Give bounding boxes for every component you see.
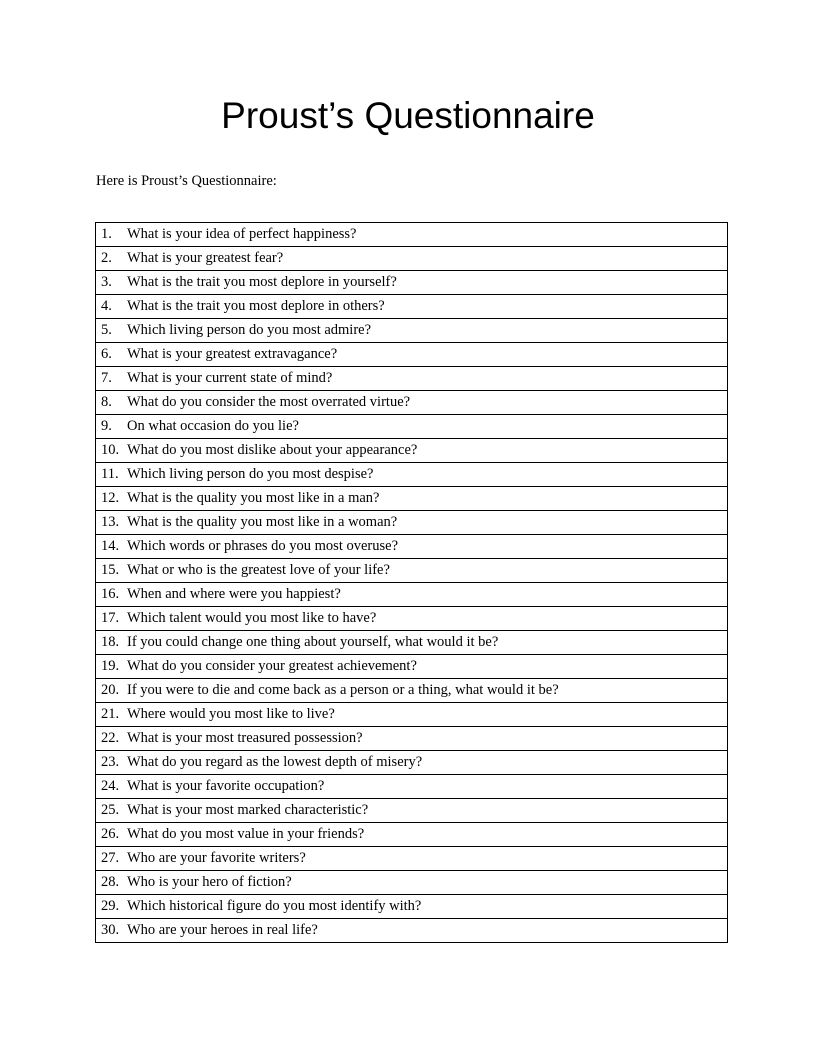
table-row bbox=[96, 583, 728, 607]
question-cell bbox=[96, 367, 728, 391]
table-row bbox=[96, 895, 728, 919]
question-text: Which historical figure do you most identify with? bbox=[127, 898, 422, 914]
question-cell bbox=[96, 871, 728, 895]
question-number: 18. bbox=[101, 634, 120, 650]
question-text: Which words or phrases do you most overuse? bbox=[127, 538, 399, 554]
table-row bbox=[96, 679, 728, 703]
question-text: Where would you most like to live? bbox=[127, 706, 335, 722]
table-row bbox=[96, 655, 728, 679]
table-row bbox=[96, 367, 728, 391]
table-row bbox=[96, 295, 728, 319]
question-text: Which talent would you most like to have? bbox=[127, 610, 377, 626]
question-text: If you could change one thing about yourself, what would it be? bbox=[127, 634, 499, 650]
question-cell bbox=[96, 535, 728, 559]
question-number: 20. bbox=[101, 682, 120, 698]
question-number: 9. bbox=[101, 418, 112, 434]
question-text: What is your idea of perfect happiness? bbox=[127, 226, 357, 242]
table-row bbox=[96, 631, 728, 655]
question-text: What is your most treasured possession? bbox=[127, 730, 363, 746]
question-cell bbox=[96, 439, 728, 463]
table-row bbox=[96, 919, 728, 943]
table-row bbox=[96, 343, 728, 367]
question-cell bbox=[96, 607, 728, 631]
question-number: 8. bbox=[101, 394, 112, 410]
question-cell bbox=[96, 223, 728, 247]
questions-table bbox=[95, 222, 728, 943]
intro-text: Here is Proust’s Questionnaire: bbox=[96, 173, 277, 189]
question-text: What do you consider the most overrated virtue? bbox=[127, 394, 411, 410]
questions-table-body bbox=[96, 223, 728, 943]
table-row bbox=[96, 271, 728, 295]
question-text: What or who is the greatest love of your life? bbox=[127, 562, 390, 578]
question-text: What is the trait you most deplore in others? bbox=[127, 298, 385, 314]
question-cell bbox=[96, 247, 728, 271]
question-number: 27. bbox=[101, 850, 120, 866]
question-text: On what occasion do you lie? bbox=[127, 418, 299, 434]
question-cell bbox=[96, 295, 728, 319]
question-cell bbox=[96, 583, 728, 607]
question-text: What do you regard as the lowest depth of misery? bbox=[127, 754, 423, 770]
question-number: 2. bbox=[101, 250, 112, 266]
question-number: 1. bbox=[101, 226, 112, 242]
question-cell bbox=[96, 631, 728, 655]
question-cell bbox=[96, 895, 728, 919]
question-text: What is your greatest fear? bbox=[127, 250, 284, 266]
question-cell bbox=[96, 487, 728, 511]
question-text: What do you most value in your friends? bbox=[127, 826, 365, 842]
question-text: What is your favorite occupation? bbox=[127, 778, 325, 794]
question-number: 5. bbox=[101, 322, 112, 338]
table-row bbox=[96, 751, 728, 775]
question-cell bbox=[96, 919, 728, 943]
question-number: 22. bbox=[101, 730, 120, 746]
question-text: What is your most marked characteristic? bbox=[127, 802, 369, 818]
question-text: Who are your favorite writers? bbox=[127, 850, 306, 866]
question-cell bbox=[96, 679, 728, 703]
question-text: What is the quality you most like in a man? bbox=[127, 490, 380, 506]
question-cell bbox=[96, 391, 728, 415]
question-cell bbox=[96, 727, 728, 751]
question-cell bbox=[96, 775, 728, 799]
question-number: 3. bbox=[101, 274, 112, 290]
page-title: Proust’s Questionnaire bbox=[221, 95, 595, 136]
table-row bbox=[96, 703, 728, 727]
table-row bbox=[96, 823, 728, 847]
question-cell bbox=[96, 511, 728, 535]
question-number: 23. bbox=[101, 754, 120, 770]
table-row bbox=[96, 607, 728, 631]
question-cell bbox=[96, 703, 728, 727]
question-text: When and where were you happiest? bbox=[127, 586, 341, 602]
question-text: Which living person do you most despise? bbox=[127, 466, 374, 482]
question-number: 15. bbox=[101, 562, 120, 578]
question-number: 4. bbox=[101, 298, 112, 314]
question-number: 17. bbox=[101, 610, 120, 626]
question-text: What is your current state of mind? bbox=[127, 370, 333, 386]
table-row bbox=[96, 775, 728, 799]
table-row bbox=[96, 415, 728, 439]
question-text: What is the quality you most like in a woman? bbox=[127, 514, 398, 530]
table-row bbox=[96, 463, 728, 487]
table-row bbox=[96, 871, 728, 895]
table-row bbox=[96, 727, 728, 751]
question-cell bbox=[96, 463, 728, 487]
question-text: Which living person do you most admire? bbox=[127, 322, 372, 338]
table-row bbox=[96, 799, 728, 823]
question-cell bbox=[96, 823, 728, 847]
question-number: 21. bbox=[101, 706, 120, 722]
question-text: Who is your hero of fiction? bbox=[127, 874, 292, 890]
question-text: If you were to die and come back as a person or a thing, what would it be? bbox=[127, 682, 559, 698]
question-number: 6. bbox=[101, 346, 112, 362]
table-row bbox=[96, 487, 728, 511]
question-number: 13. bbox=[101, 514, 120, 530]
question-cell bbox=[96, 751, 728, 775]
table-row bbox=[96, 559, 728, 583]
table-row bbox=[96, 439, 728, 463]
table-row bbox=[96, 391, 728, 415]
question-number: 26. bbox=[101, 826, 120, 842]
question-number: 10. bbox=[101, 442, 120, 458]
table-row bbox=[96, 535, 728, 559]
question-text: What is the trait you most deplore in yourself? bbox=[127, 274, 397, 290]
question-cell bbox=[96, 343, 728, 367]
question-text: What do you consider your greatest achievement? bbox=[127, 658, 417, 674]
question-cell bbox=[96, 271, 728, 295]
question-number: 25. bbox=[101, 802, 120, 818]
question-number: 28. bbox=[101, 874, 120, 890]
question-number: 16. bbox=[101, 586, 120, 602]
question-number: 30. bbox=[101, 922, 120, 938]
question-number: 11. bbox=[101, 466, 119, 482]
table-row bbox=[96, 223, 728, 247]
question-text: Who are your heroes in real life? bbox=[127, 922, 318, 938]
question-cell bbox=[96, 655, 728, 679]
table-row bbox=[96, 247, 728, 271]
question-text: What do you most dislike about your appearance? bbox=[127, 442, 418, 458]
question-text: What is your greatest extravagance? bbox=[127, 346, 338, 362]
table-row bbox=[96, 319, 728, 343]
question-cell bbox=[96, 799, 728, 823]
question-number: 14. bbox=[101, 538, 120, 554]
question-number: 29. bbox=[101, 898, 120, 914]
question-number: 12. bbox=[101, 490, 120, 506]
table-row bbox=[96, 511, 728, 535]
question-cell bbox=[96, 319, 728, 343]
question-number: 7. bbox=[101, 370, 112, 386]
question-cell bbox=[96, 559, 728, 583]
question-cell bbox=[96, 415, 728, 439]
question-cell bbox=[96, 847, 728, 871]
question-number: 24. bbox=[101, 778, 120, 794]
question-number: 19. bbox=[101, 658, 120, 674]
table-row bbox=[96, 847, 728, 871]
